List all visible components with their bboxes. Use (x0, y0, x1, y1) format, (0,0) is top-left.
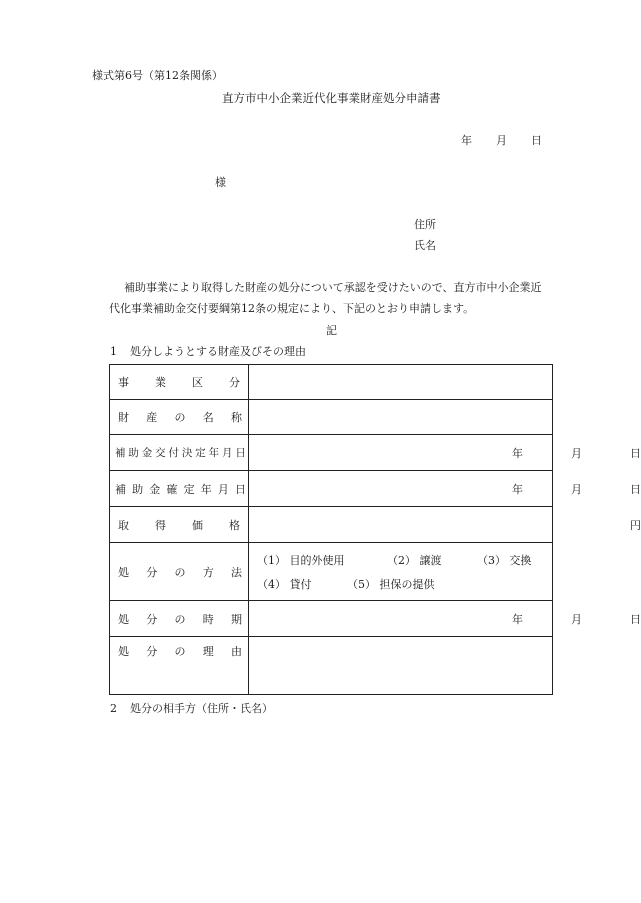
date-year: 年 (461, 134, 472, 147)
table-row-business-category (110, 365, 553, 400)
label-disposal-reason: 処 分 の 理 由 (110, 637, 249, 695)
value-grant-decision-date[interactable]: 年 月 日 (249, 435, 553, 471)
body-text-line-2: 代化事業補助金交付要綱第12条の規定により、下記のとおり申請します。 (109, 302, 475, 315)
value-disposal-reason[interactable] (249, 637, 553, 695)
section-1-number: 1 (110, 345, 117, 358)
form-number: 様式第6号（第12条関係） (92, 69, 223, 82)
table-row-property-name (110, 400, 553, 435)
option-3[interactable]: （3） 交換 (477, 553, 532, 567)
section-2-number: 2 (110, 702, 117, 715)
value-acquisition-price[interactable]: 円 (249, 507, 553, 543)
option-4[interactable]: （4） 貸付 (257, 577, 312, 591)
section-1-heading (110, 343, 306, 359)
label-grant-decision-date: 補 助 金 交 付 決 定 年 月 日 (110, 435, 249, 471)
table-row-disposal-reason (110, 637, 553, 695)
ki-heading: 記 (326, 324, 337, 337)
table-row-disposal-timing (110, 601, 553, 637)
label-acquisition-price: 取 得 価 格 (110, 507, 249, 543)
option-2[interactable]: （2） 譲渡 (387, 553, 442, 567)
addressee-honorific: 様 (215, 176, 226, 189)
value-business-category[interactable] (249, 365, 553, 400)
section-2-heading (110, 700, 273, 716)
label-disposal-timing: 処 分 の 時 期 (110, 601, 249, 637)
table-row-grant-fixed-date (110, 471, 553, 507)
value-disposal-method (249, 543, 553, 601)
applicant-address-label: 住所 (414, 218, 436, 231)
value-property-name[interactable] (249, 400, 553, 435)
applicant-name-label: 氏名 (414, 239, 436, 252)
date-month: 月 (496, 134, 507, 147)
label-grant-fixed-date: 補 助 金 確 定 年 月 日 (110, 471, 249, 507)
value-disposal-timing[interactable]: 年 月 日 (249, 601, 553, 637)
body-text-line-1: 補助事業により取得した財産の処分について承認を受けたいので、直方市中小企業近 (124, 281, 542, 294)
section-1-title: 処分しようとする財産及びその理由 (130, 345, 306, 358)
option-1[interactable]: （1） 目的外使用 (257, 553, 345, 567)
label-disposal-method: 処 分 の 方 法 (110, 543, 249, 601)
table-row-disposal-method (110, 543, 553, 601)
option-5[interactable]: （5） 担保の提供 (347, 577, 435, 591)
date-day: 日 (531, 134, 542, 147)
label-property-name: 財 産 の 名 称 (110, 400, 249, 435)
document-title: 直方市中小企業近代化事業財産処分申請書 (222, 91, 441, 105)
value-grant-fixed-date[interactable]: 年 月 日 (249, 471, 553, 507)
section-2-title: 処分の相手方（住所・氏名） (130, 702, 273, 715)
label-business-category: 事 業 区 分 (110, 365, 249, 400)
table-row-grant-decision-date (110, 435, 553, 471)
property-table (109, 364, 641, 695)
table-row-acquisition-price (110, 507, 553, 543)
